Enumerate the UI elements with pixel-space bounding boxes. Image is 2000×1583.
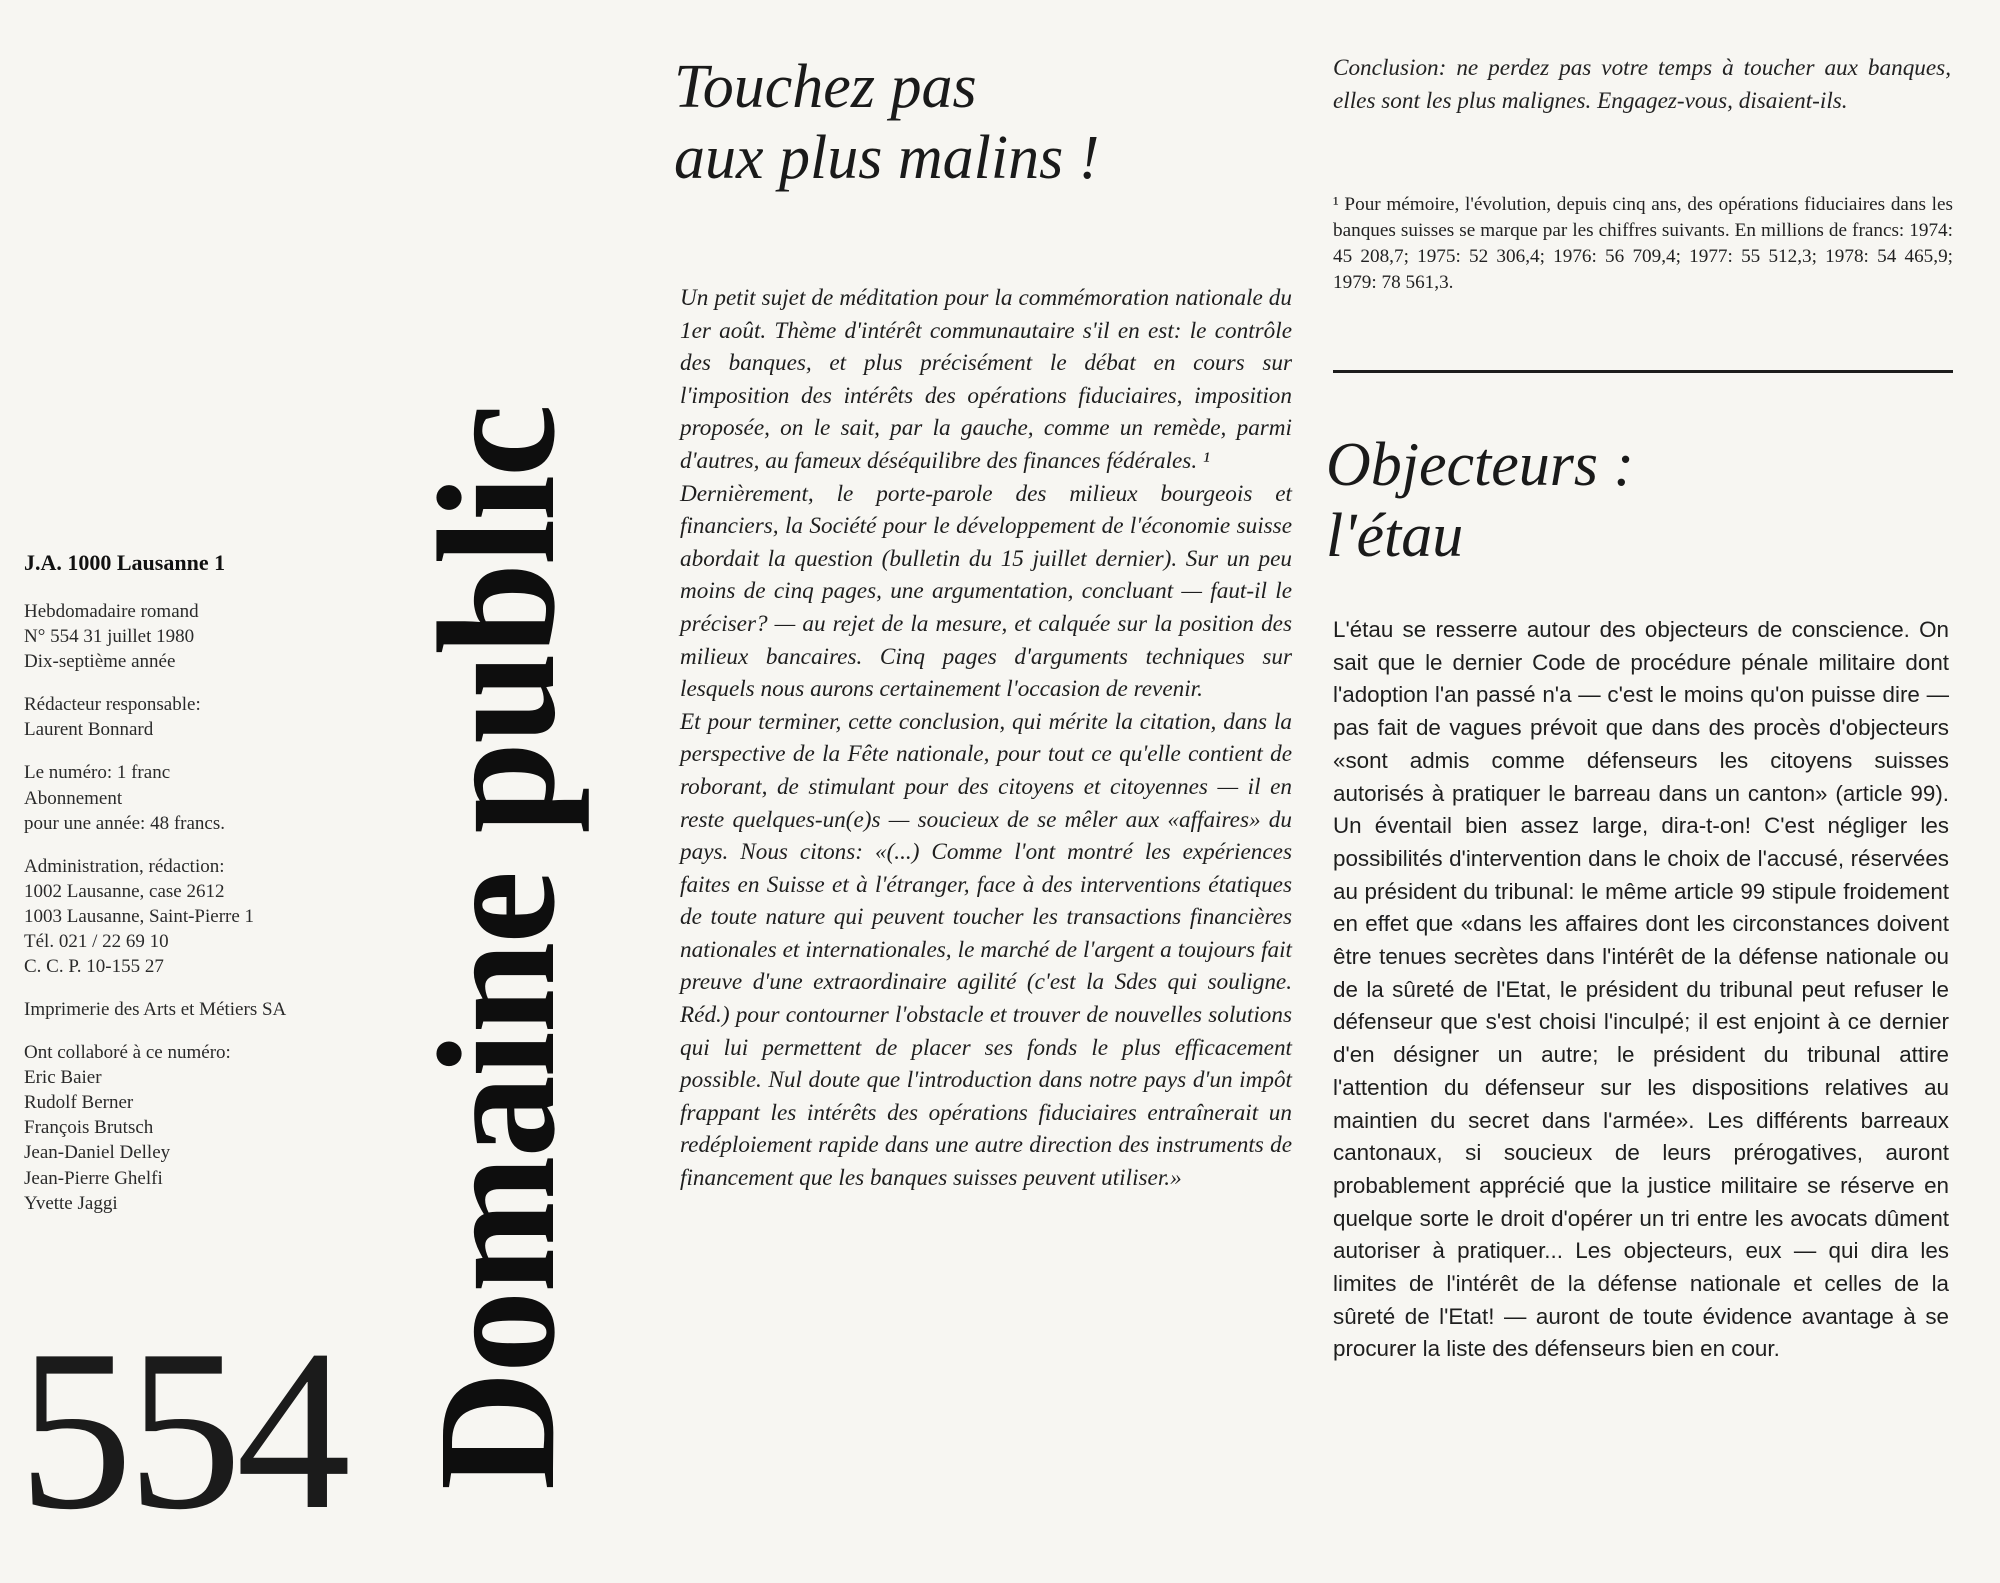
contributor-name: Rudolf Berner — [24, 1092, 134, 1114]
article-footnote: ¹ Pour mémoire, l'évolution, depuis cinq ans, des opérations fiduciaires dans les banques suisses se marque par les chiffres suivants. En millions de francs: 1974: 45 208,7; 1975: 52 306,4; 1976: 56 709,4; 1977: 55 512,3; 1978: 54 465,9; 1979: 78 561,3. — [1333, 194, 1953, 293]
printer-line: Imprimerie des Arts et Métiers SA — [24, 999, 287, 1021]
article-paragraph: Un petit sujet de méditation pour la commémoration nationale du 1er août. Thème d'intérêt communautaire s'il en est: le contrôle des banques, et plus précisément le débat en cours sur l'imposition des intérêts des opérations fiduciaires, imposition proposée, on le sait, par la gauche, comme un remède, parmi d'autres, au fameux déséquilibre des finances fédérales. ¹ — [680, 285, 1292, 474]
postal-code-line: J.A. 1000 Lausanne 1 — [24, 550, 226, 575]
section-divider — [1333, 370, 1953, 373]
contributor-name: Jean-Daniel Delley — [24, 1142, 171, 1164]
admin-line: Administration, rédaction: — [24, 855, 225, 877]
edition-line: Hebdomadaire romand — [24, 601, 199, 623]
article-title-line: Objecteurs : — [1326, 431, 1635, 499]
admin-line: Tél. 021 / 22 69 10 — [24, 930, 169, 952]
administration-block — [24, 854, 384, 979]
contributor-name: Eric Baier — [24, 1067, 102, 1089]
publication-info — [24, 548, 384, 1234]
admin-line: C. C. P. 10-155 27 — [24, 955, 164, 977]
contributor-name: François Brutsch — [24, 1117, 154, 1139]
edition-line: Dix-septième année — [24, 651, 176, 673]
article-body — [680, 282, 1292, 1195]
contributor-name: Jean-Pierre Ghelfi — [24, 1167, 163, 1189]
price-block — [24, 760, 384, 835]
article-title — [674, 52, 1099, 195]
price-line: Le numéro: 1 franc — [24, 762, 171, 784]
contributors-label: Ont collaboré à ce numéro: — [24, 1042, 231, 1064]
article-paragraph: L'étau se resserre autour des objecteurs de conscience. On sait que le dernier Code de procédure pénale militaire dont l'adoption l'an passé n'a — c'est le moins qu'on puisse dire — pas fait de vagues prévoit que dans des procès d'objecteurs «sont admis comme défenseurs les citoyens suisses autorisés à pratiquer le barreau dans un canton» (article 99). Un éventail bien assez large, dira-t-on! C'est négliger les possibilités d'intervention dans le choix de l'accusé, réservées au président du tribunal: le même article 99 stipule froidement en effet que «dans les affaires dont les circonstances doivent être tenues secrètes dans l'intérêt de la défense nationale ou de la sûreté de l'Etat, le président du tribunal peut refuser le défenseur que s'est choisi l'inculpé; il est enjoint à ce dernier d'en désigner un autre; le président du tribunal attire l'attention du défenseur sur les dispositions relatives au maintien du secret dans l'armée». Les différents barreaux cantonaux, si soucieux de leurs prérogatives, auront probablement apprécié que la justice militaire se réserve en quelque sorte le droit d'opérer un tri entre les avocats dûment autoriser à pratiquer... Les objecteurs, eux — qui dira les limites de l'intérêt de la défense nationale et celles de la sûreté de l'Etat! — auront de toute évidence avantage à se procurer la liste des défenseurs bien en cour. — [1333, 617, 1949, 1362]
masthead-title: Domaine public — [404, 405, 590, 1490]
article-title — [1326, 430, 1634, 571]
article-body — [1333, 614, 1949, 1366]
printer-block — [24, 997, 384, 1022]
editor-name: Laurent Bonnard — [24, 719, 154, 741]
article-title-line: l'étau — [1326, 501, 1464, 570]
contributor-name: Yvette Jaggi — [24, 1192, 118, 1214]
edition-block — [24, 599, 384, 674]
price-line: Abonnement — [24, 787, 123, 809]
editor-block — [24, 692, 384, 742]
editor-label: Rédacteur responsable: — [24, 694, 201, 716]
article-title-line: Touchez pas — [674, 53, 977, 121]
article-paragraph: Et pour terminer, cette conclusion, qui mérite la citation, dans la perspective de la Fête nationale, pour tout ce qu'elle contient de roborant, de stimulant pour des citoyens et citoyennes — il en reste quelques-un(e)s — soucieux de se mêler aux «affaires» du pays. Nous citons: «(...) Comme l'ont montré les expériences faites en Suisse et à l'étranger, face à des interventions étatiques de toute nature qui peuvent toucher les transactions financières nationales et internationales, le marché de l'argent a toujours fait preuve d'une extraordinaire agilité (c'est la Sdes qui souligne. Réd.) pour contourner l'obstacle et trouver de nouvelles solutions qui lui permettent de placer ses fonds le plus efficacement possible. Nul doute que l'introduction dans notre pays d'un impôt frappant les intérêts des opérations fiduciaires entraînerait un redéploiement rapide dans une autre direction des instruments de financement que les banques suisses peuvent utiliser.» — [680, 708, 1292, 1192]
issue-number: 554 — [18, 1302, 345, 1557]
contributors-block — [24, 1040, 384, 1216]
admin-line: 1003 Lausanne, Saint-Pierre 1 — [24, 905, 255, 927]
article-paragraph: Dernièrement, le porte-parole des milieux bourgeois et financiers, la Société pour le développement de l'économie suisse abordait la question (bulletin du 15 juillet dernier). Sur un peu moins de cinq pages, une argumentation, concluant — faut-il le préciser? — au rejet de la mesure, et calquée sur la position des milieux bancaires. Cinq pages d'arguments techniques sur lesquels nous aurons certainement l'occasion de revenir. — [680, 480, 1292, 703]
edition-line: N° 554 31 juillet 1980 — [24, 626, 195, 648]
price-line: pour une année: 48 francs. — [24, 812, 226, 834]
admin-line: 1002 Lausanne, case 2612 — [24, 880, 225, 902]
article-conclusion: Conclusion: ne perdez pas votre temps à toucher aux banques, elles sont les plus malignes. Engagez-vous, disaient-ils. — [1333, 55, 1951, 114]
article-title-line: aux plus malins ! — [674, 124, 1100, 193]
